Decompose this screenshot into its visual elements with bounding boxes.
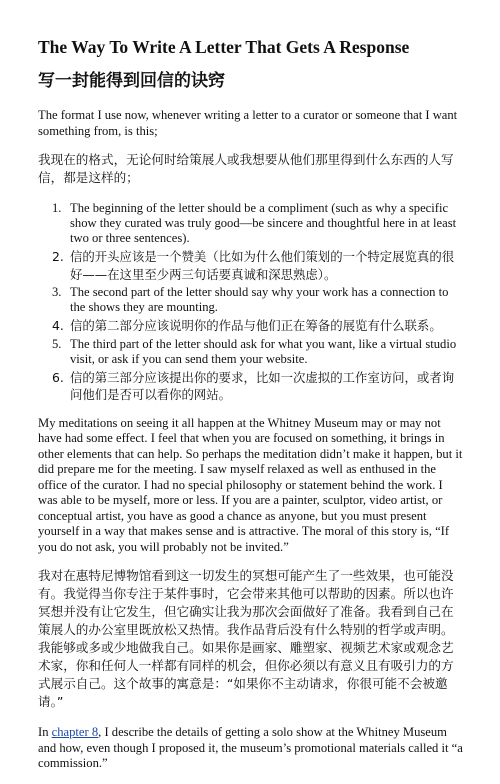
list-item-text: 信的开头应该是一个赞美（比如为什么他们策划的一个特定展览真的很好——在这里至少两三句话要真诚和深思熟虑）。 [70, 249, 455, 282]
meditation-paragraph-english: My meditations on seeing it all happen at the Whitney Museum may or may not have had some effect. I feel that when you are focused on something, it brings in other elements that can help. So perhaps the meditation didn’t make it happen, but it did prepare me for the meeting. I saw myself relaxed as well as enthused in the office of the curator. I had no special philosophy or statement behind the work. I was able to be myself, more or less. If you are a painter, sculptor, video artist, or conceptual artist, you have as good a chance as anyone, but you must present yourself in a way that makes sense and is attractive. The moral of this story is, “If you do not ask, you will probably not be invited.” [38, 415, 463, 554]
chapter-8-link[interactable]: chapter 8 [51, 725, 99, 739]
intro-paragraph-chinese: 我现在的格式，无论何时给策展人或我想要从他们那里得到什么东西的人写信，都是这样的； [38, 152, 454, 185]
list-item-text: The beginning of the letter should be a compliment (such as why a specific show they curated was truly good—be sincere and thoughtful here in at least two or three sentences). [70, 201, 457, 245]
list-item-text: 信的第二部分应该说明你的作品与他们正在筹备的展览有什么联系。 [70, 318, 442, 333]
list-number: 3. [52, 285, 62, 299]
list-item [52, 201, 464, 246]
meditation-paragraph-chinese: 我对在惠特尼博物馆看到这一切发生的冥想可能产生了一些效果，也可能没有。我觉得当你专注于某件事时，它会带来其他可以帮助的因素。所以也许冥想并没有让它发生，但它确实让我为那次会面做好了准备。我看到自己在策展人的办公室里既放松又热情。我作品背后没有什么特别的哲学或声明。我能够或多或少地做我自己。如果你是画家、雕塑家、视频艺术家或观念艺术家，你和任何人一样都有同样的机会，但你必须以有意义且有吸引力的方式展示自己。这个故事的寓意是：“如果你不主动请求，你很可能不会被邀请。” [38, 568, 454, 709]
list-number: 4. [52, 318, 64, 333]
list-item [52, 248, 464, 283]
list-number: 2. [52, 249, 64, 264]
chapter-reference-paragraph [38, 725, 464, 772]
list-item-text: The third part of the letter should ask for what you want, like a virtual studio visit, or ask if you can send them your website. [70, 336, 457, 366]
list-item [52, 369, 464, 404]
list-number: 6. [52, 369, 64, 385]
list-item [52, 285, 464, 315]
list-item-text: 信的第三部分应该提出你的要求，比如一次虚拟的工作室访问，或者询问他们是否可以看你的网站。 [70, 369, 455, 402]
list-item [52, 317, 464, 335]
chapter-prefix-text: In [38, 725, 52, 739]
list-number: 1. [52, 201, 62, 215]
title-english: The Way To Write A Letter That Gets A Response [38, 37, 410, 57]
list-item [52, 336, 464, 367]
intro-paragraph-english: The format I use now, whenever writing a letter to a curator or someone that I want something from, is this; [38, 108, 458, 138]
letter-format-list [38, 201, 464, 404]
list-number: 5. [52, 336, 62, 351]
chapter-suffix-text: , I describe the details of getting a solo show at the Whitney Museum and how, even though I proposed it, the museum’s promotional materials called it “a commission.” [38, 725, 463, 770]
title-chinese: 写一封能得到回信的诀窍 [38, 71, 225, 91]
document-page [38, 36, 464, 784]
list-item-text: The second part of the letter should say why your work has a connection to the shows they are mounting. [70, 285, 449, 314]
